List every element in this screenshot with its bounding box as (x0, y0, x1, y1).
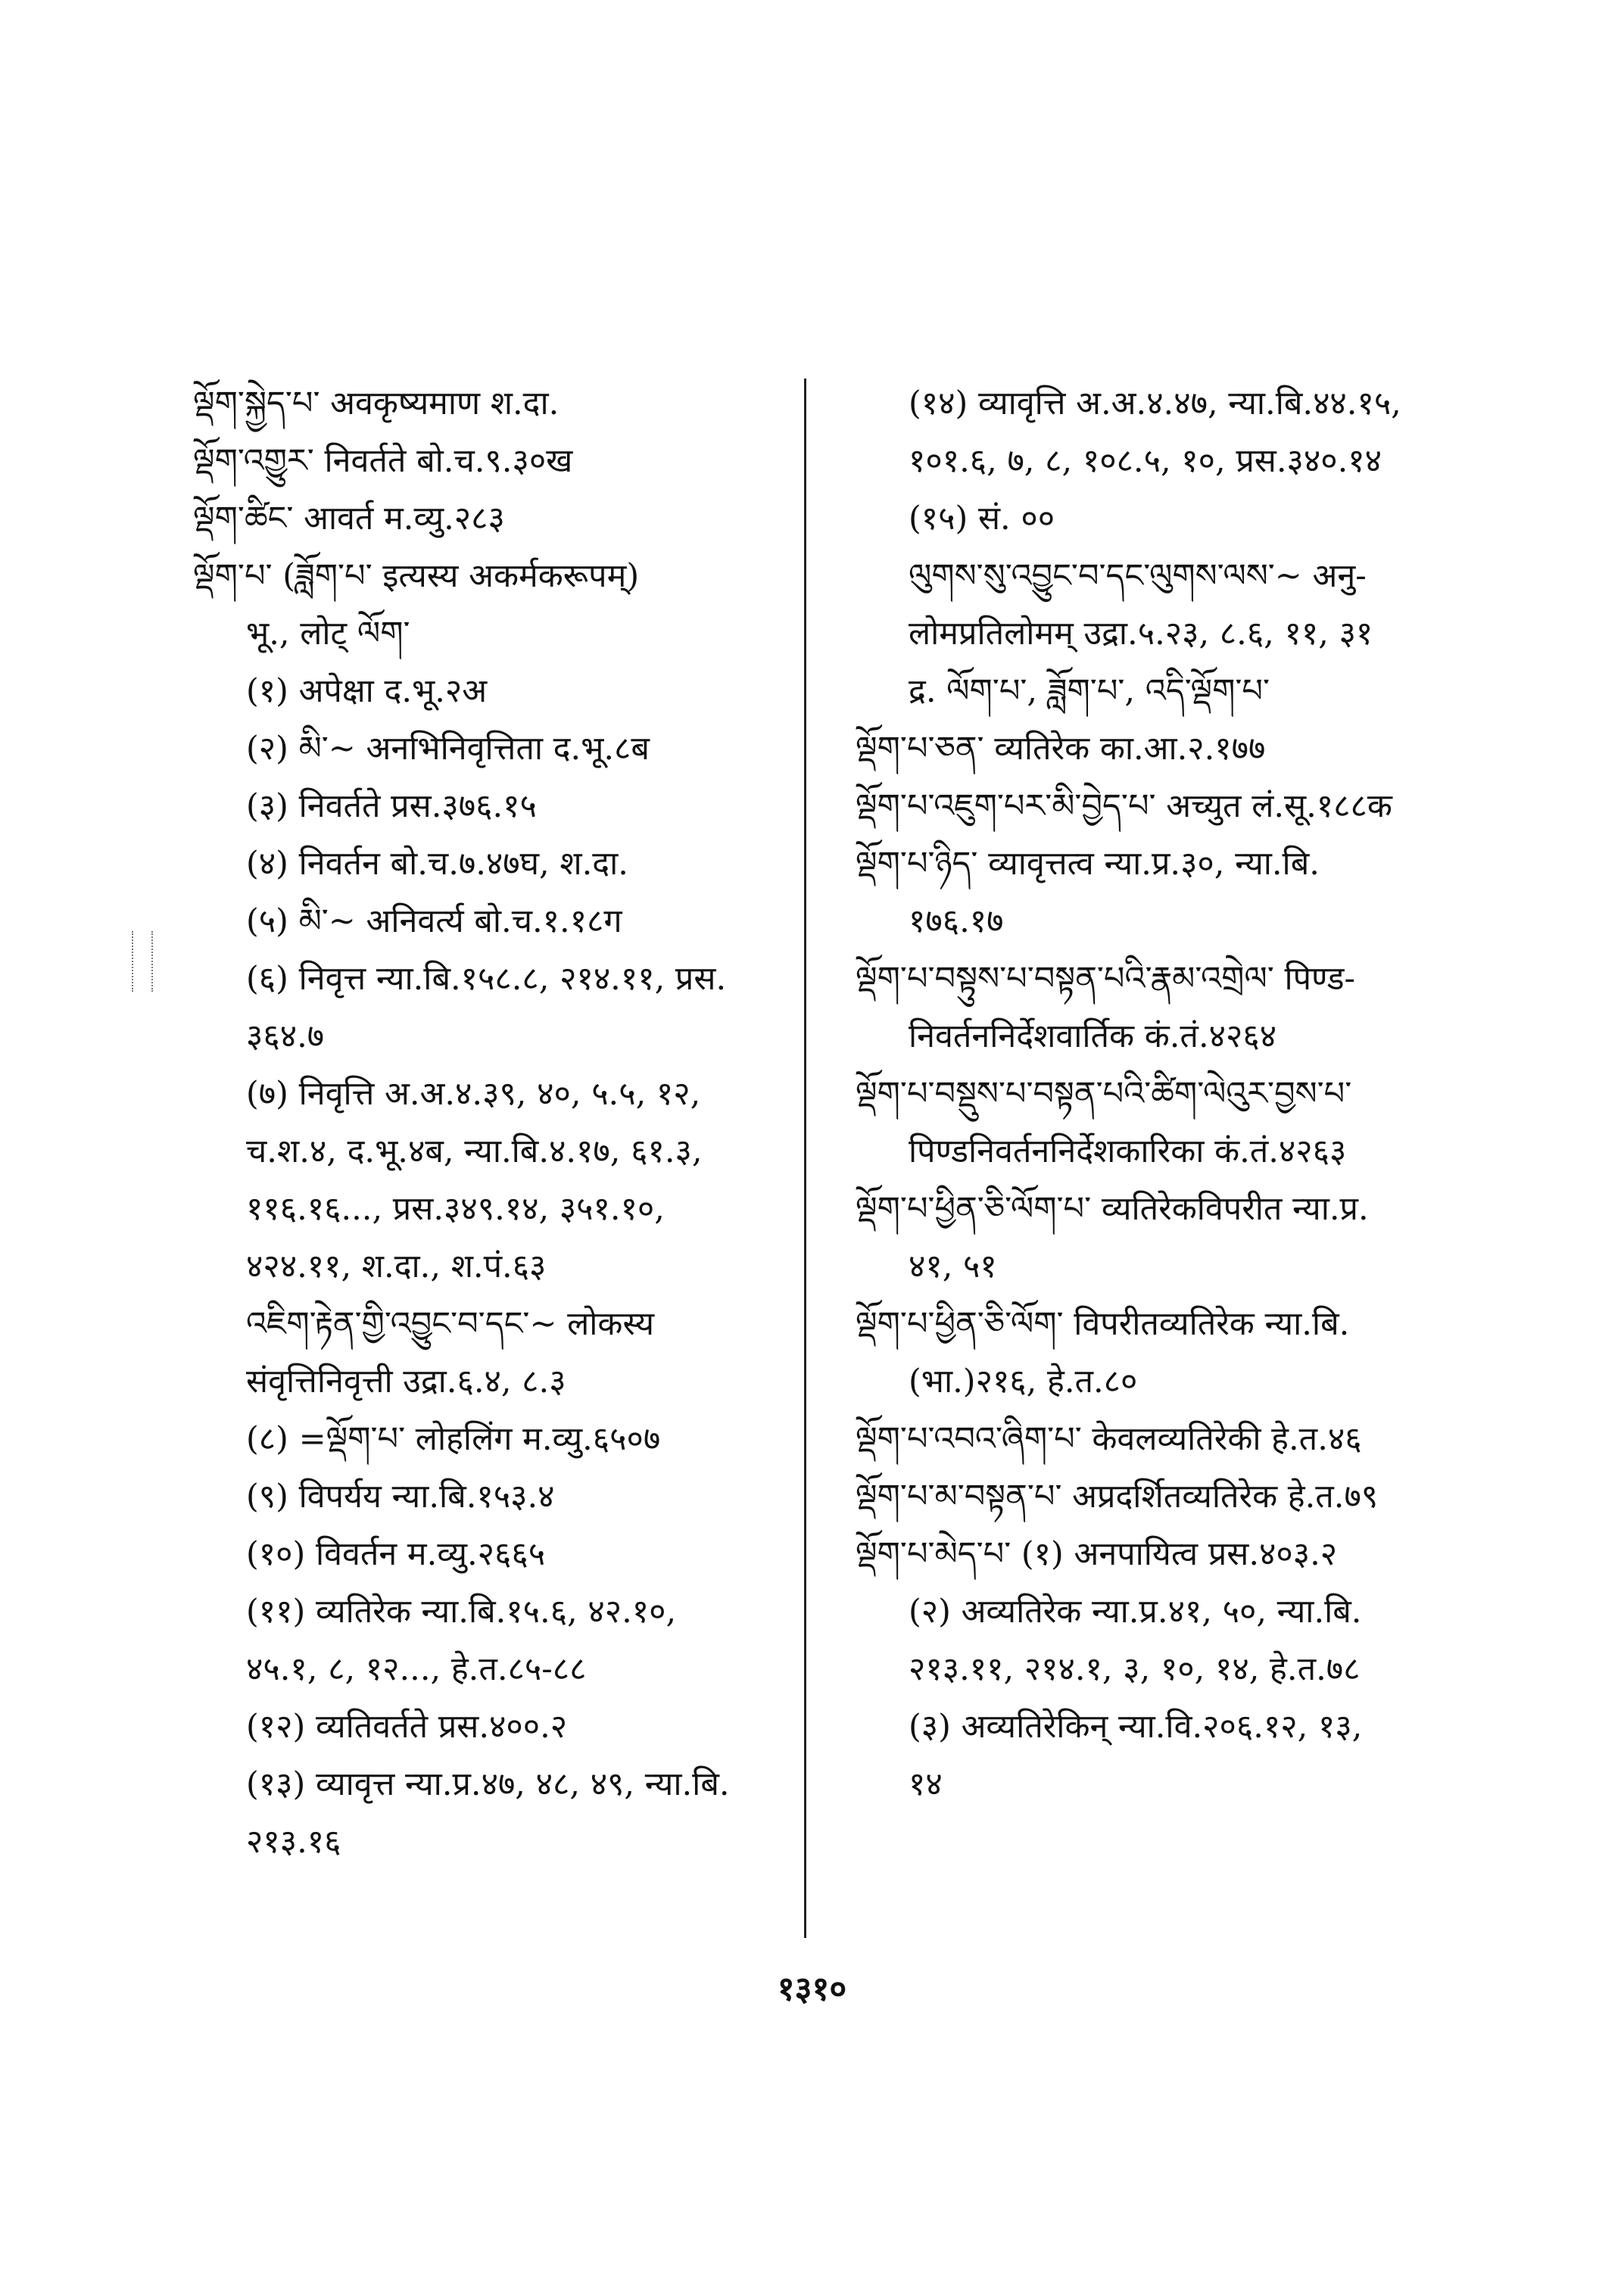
entry-line: २१३.१६ (246, 1823, 341, 1861)
entry-line: निवर्तननिर्देशवार्तिक कं.तं.४२६४ (909, 1017, 1277, 1055)
entry-line: ལྡོག་འགྱུར་ निवर्तते बो.च.९.३०ख (193, 442, 573, 480)
entry-line: संवृत्तिनिवृत्ती उद्रा.६.४, ८.३ (246, 1363, 566, 1400)
entry-line: འཇིག་རྟེན་གྱི་འབྱུང་བ་དང་~ लोकस्य (246, 1305, 655, 1343)
entry-line: २१३.११, २१४.१, ३, १०, १४, हे.त.७८ (909, 1650, 1361, 1688)
entry-line: १७६.१७ (909, 902, 1004, 940)
entry-line: ལྡོག་པ་འབའ་ཞིག་པ་ केवलव्यतिरेकी हे.त.४६ (856, 1420, 1362, 1458)
entry-line: ११६.१६..., प्रस.३४९.१४, ३५१.१०, (246, 1190, 665, 1228)
entry-line: च.श.४, द.भू.४ब, न्या.बि.४.१७, ६१.३, (246, 1132, 703, 1170)
entry-line: ལྡོག་སྐྱེད་པ་ अवकृष्यमाण श.दा. (193, 385, 560, 422)
entry-line: ལྡོག་པ་ཅན་ व्यतिरेक का.आ.२.१७७ (856, 730, 1266, 768)
entry-line: ལྡོག་ཚིང་ आवर्त म.व्यु.२८३ (193, 500, 505, 537)
entry-line: (२) མི་~ अनभिनिवृत्तिता द.भू.८ब (246, 730, 650, 768)
entry-line: (१५) सं. ०० (909, 500, 1055, 537)
entry-line: ལྡོག་པ་བསྡུས་པ་བསྟན་པའི་ཚིག་ལེའུར་བྱས་པ་ (856, 1075, 1352, 1113)
entry-line: १४ (909, 1765, 943, 1803)
entry-line: (१२) व्यतिवर्तते प्रस.४००.२ (246, 1708, 568, 1746)
entry-line: (३) अव्यतिरेकिन् न्या.वि.२०६.१२, १३, (909, 1708, 1363, 1746)
entry-line: द्र. ལོག་པ་, ཟློག་པ་, འདི་ལྡོག་པ་ (909, 672, 1270, 710)
entry-line: ४२४.११, श.दा., श.पं.६३ (246, 1248, 547, 1285)
entry-line: (१४) व्यावृत्ति अ.अ.४.४७, न्या.बि.४४.१५, (909, 385, 1401, 422)
entry-line: (११) व्यतिरेक न्या.बि.१५.६, ४२.१०, (246, 1593, 677, 1631)
entry-line: (७) निवृत्ति अ.अ.४.३९, ४०, ५.५, १२, (246, 1075, 701, 1113)
entry-line: ལྡོག་པ་འཇུག་པར་མི་བྱེད་པ་ अच्युत लं.सू.१८८क (856, 787, 1392, 825)
entry-line: (८) =ལྡོག་པ་ लोहलिंग म.व्यु.६५०७ (246, 1420, 661, 1458)
entry-line: पिण्डनिवर्तननिर्देशकारिका कं.तं.४२६३ (909, 1132, 1347, 1170)
margin-marks (132, 931, 153, 992)
left-column (193, 375, 799, 1871)
entry-line: लोमप्रतिलोमम् उद्रा.५.२३, ८.६, ११, ३१ (909, 615, 1373, 653)
entry-line: (६) निवृत्त न्या.बि.१५८.८, २१४.११, प्रस. (246, 960, 727, 998)
entry-line: (३) निवर्तते प्रस.३७६.१५ (246, 787, 537, 825)
entry-line: ལུགས་སུ་འབྱུང་བ་དང་ལུགས་ལས་~ अनु- (909, 557, 1367, 595)
entry-line: ལྡོག་པ་ཕྱིན་ཅི་ལོག་ विपरीतव्यतिरेक न्या.बि. (856, 1305, 1350, 1343)
entry-line: ལྡོག་པ་བསྟུས་པ་བསྟན་པའི་རྣམ་འགྲེལ་ पिण्ड- (856, 960, 1355, 998)
entry-line: (१३) व्यावृत्त न्या.प्र.४७, ४८, ४९, न्या.बि. (246, 1765, 730, 1803)
entry-line: ལྡོག་པ་མ་བསྟན་པ་ अप्रदर्शितव्यतिरेक हे.त.७९ (856, 1478, 1379, 1516)
entry-line: (१) अपेक्षा द.भू.२अ (246, 672, 488, 710)
entry-line: ४५.१, ८, १२..., हे.त.८५-८८ (246, 1650, 587, 1688)
entry-line: ལྡོག་པ་ཕྱིན་ཅི་ལོག་པ་ व्यतिरेकविपरीत न्या.प्र. (856, 1190, 1369, 1228)
entry-line: ४१, ५१ (909, 1248, 997, 1285)
entry-line: भू., लोट् ལོག་ (246, 615, 410, 653)
entry-line: (भा.)२१६, हे.त.८० (909, 1363, 1138, 1400)
page-number: १३१० (777, 1970, 847, 2008)
entry-line: (४) निवर्तन बो.च.७.४७घ, श.दा. (246, 845, 628, 883)
entry-line: ལྡོག་པ་ (ཟློག་པ་ इत्यस्य अकर्मकरूपम्) (193, 557, 640, 595)
entry-line: ३६४.७ (246, 1017, 325, 1055)
entry-line: (५) མི་~ अनिवर्त्य बो.च.१.१८ग (246, 902, 622, 940)
right-column (856, 375, 1431, 1813)
entry-line: (२) अव्यतिरेक न्या.प्र.४१, ५०, न्या.बि. (909, 1593, 1362, 1631)
entry-line: १०१.६, ७, ८, १०८.५, १०, प्रस.३४०.१४ (909, 442, 1382, 480)
entry-line: (१०) विवर्तन म.व्यु.२६६५ (246, 1535, 546, 1573)
column-divider (804, 379, 806, 1938)
entry-line: ལྡོག་པ་མེད་པ་ (१) अनपायित्व प्रस.४०३.२ (856, 1535, 1338, 1573)
entry-line: ལྡོག་པ་ཉིད་ व्यावृत्तत्व न्या.प्र.३०, न्या.बि. (856, 845, 1320, 883)
entry-line: (९) विपर्यय न्या.बि.१५३.४ (246, 1478, 555, 1516)
